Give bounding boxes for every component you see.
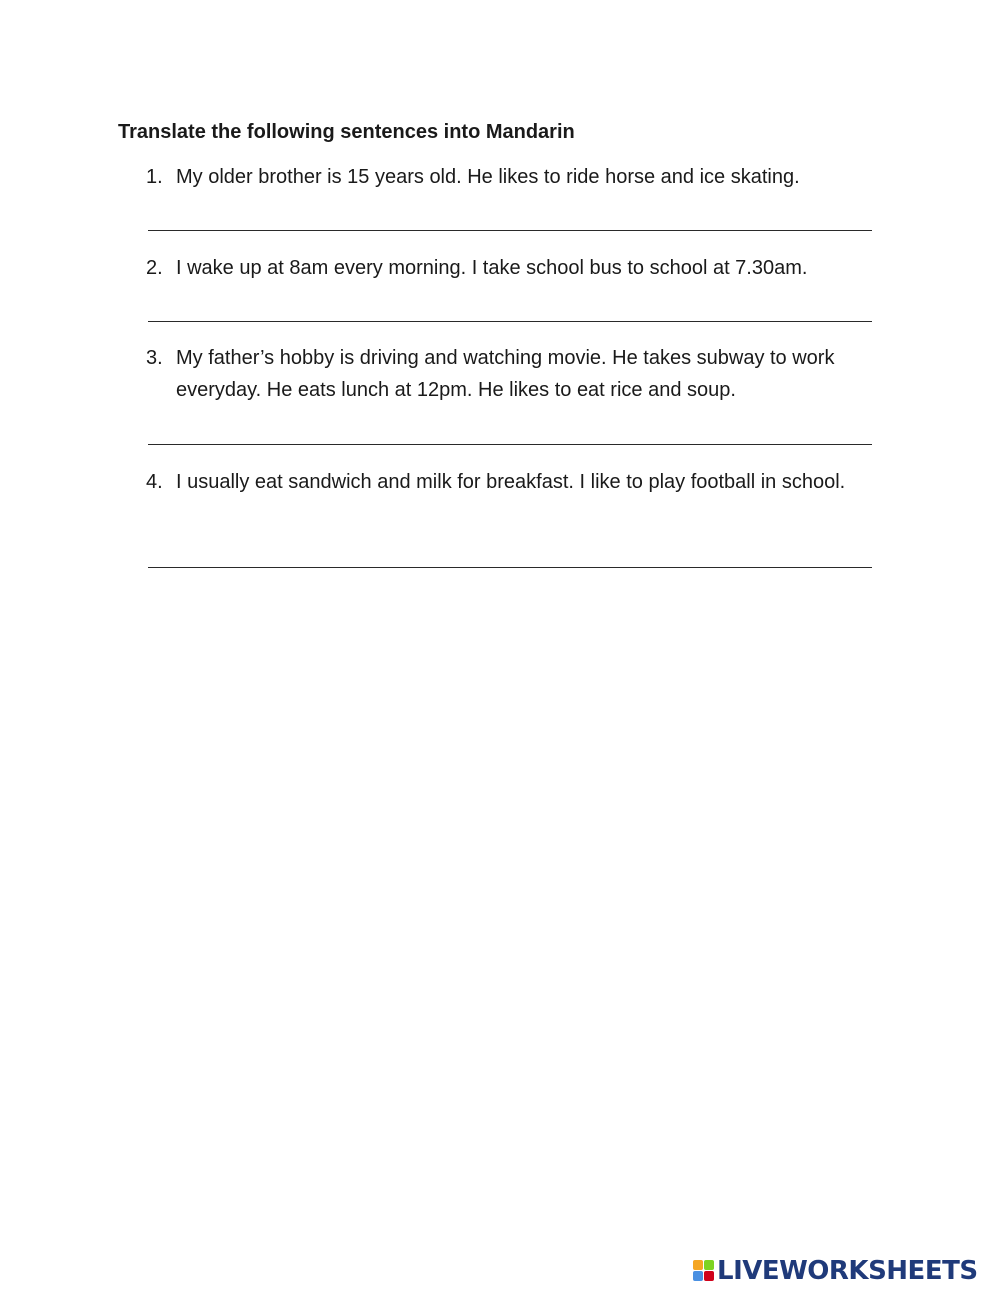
question-4-number: 4. <box>146 471 163 493</box>
question-1-number: 1. <box>146 166 163 188</box>
answer-line-4[interactable] <box>148 567 872 568</box>
answer-line-2[interactable] <box>148 321 872 322</box>
question-3-text: My father’s hobby is driving and watching movie. He takes subway to work everyday. He eats lunch at 12pm. He likes to eat rice and soup. <box>176 347 835 401</box>
question-3-number: 3. <box>146 347 163 369</box>
question-1-text: My older brother is 15 years old. He likes to ride horse and ice skating. <box>176 166 800 188</box>
answer-line-1[interactable] <box>148 230 872 231</box>
worksheet-heading: Translate the following sentences into Mandarin <box>118 121 575 143</box>
answer-line-3[interactable] <box>148 444 872 445</box>
question-2-number: 2. <box>146 257 163 279</box>
question-4-text: I usually eat sandwich and milk for breakfast. I like to play football in school. <box>176 471 846 493</box>
liveworksheets-logo[interactable] <box>693 1257 978 1285</box>
question-2-text: I wake up at 8am every morning. I take school bus to school at 7.30am. <box>176 257 808 279</box>
liveworksheets-logo-icon <box>693 1260 715 1282</box>
liveworksheets-logo-text: LIVEWORKSHEETS <box>717 1256 978 1286</box>
